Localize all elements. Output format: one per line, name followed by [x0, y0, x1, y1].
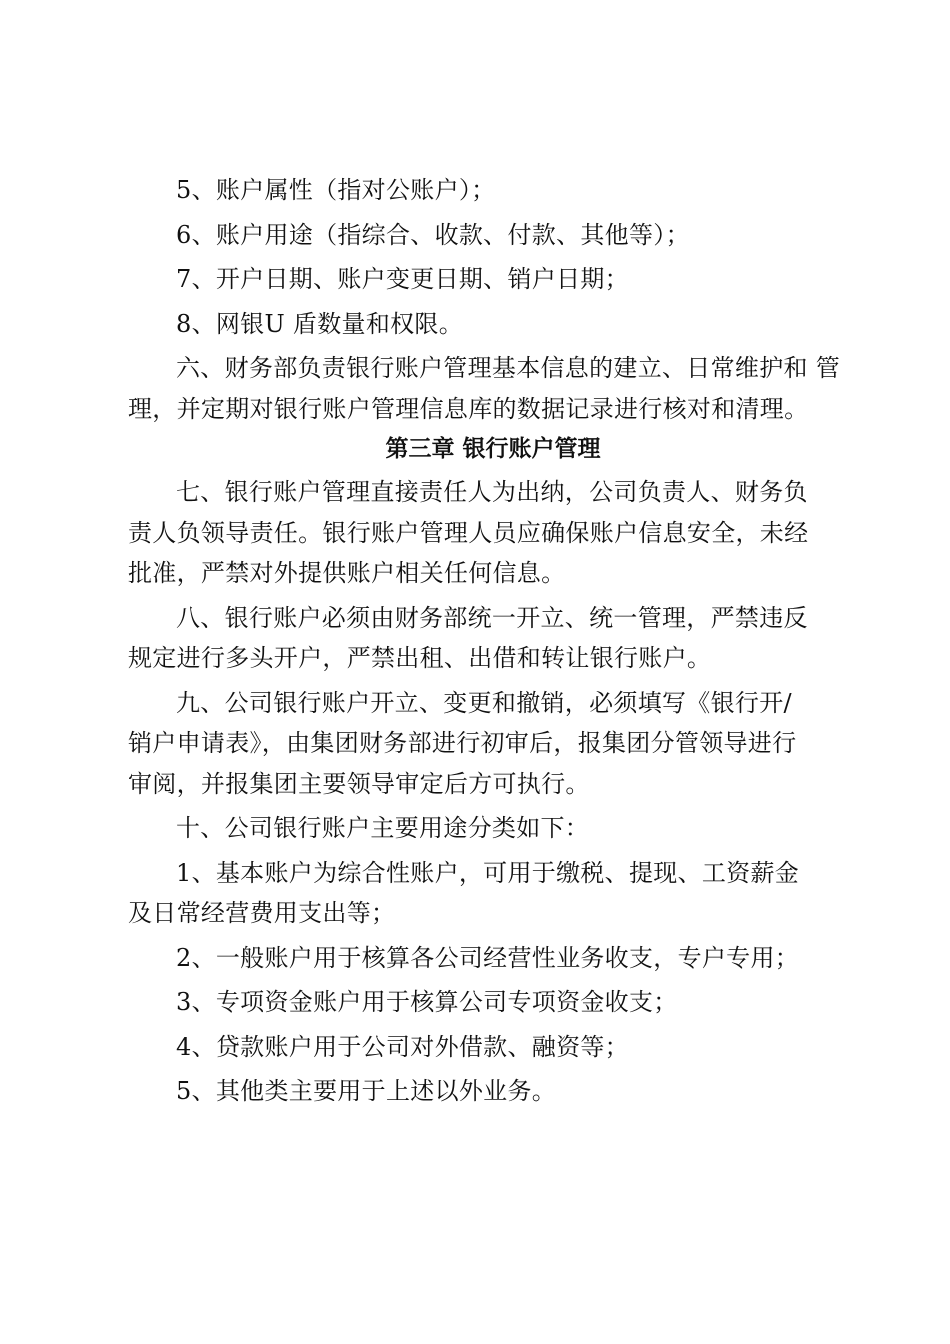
text-line: 5、账户属性（指对公账户）；	[176, 176, 496, 204]
text-line: 1、基本账户为综合性账户，可用于缴税、提现、工资薪金	[176, 858, 800, 887]
text-line: 3、专项资金账户用于核算公司专项资金收支；	[176, 988, 678, 1016]
text-line: 7、开户日期、账户变更日期、销户日期；	[176, 265, 629, 293]
text-line: 销户申请表》，由集团财务部进行初审后，报集团分管领导进行	[128, 729, 797, 757]
text-line: 5、其他类主要用于上述以外业务。	[176, 1077, 557, 1105]
text-line: 审阅，并报集团主要领导审定后方可执行。	[128, 769, 590, 798]
section-after-heading	[128, 472, 858, 1112]
text-line: 及日常经营费用支出等；	[128, 899, 396, 927]
text-line: 6、账户用途（指综合、收款、付款、其他等）；	[176, 220, 690, 249]
text-line: 2、一般账户用于核算各公司经营性业务收支，专户专用；	[176, 943, 800, 972]
text-line: 批准，严禁对外提供账户相关任何信息。	[128, 559, 566, 587]
document-body	[128, 170, 858, 1112]
text-line: 责人负领导责任。银行账户管理人员应确保账户信息安全，未经	[128, 518, 809, 547]
text-line: 九、公司银行账户开立、变更和撤销，必须填写《银行开/	[176, 688, 792, 717]
text-line: 八、银行账户必须由财务部统一开立、统一管理，严禁违反	[176, 603, 808, 632]
text-line: 七、银行账户管理直接责任人为出纳，公司负责人、财务负	[176, 478, 808, 506]
text-line: 8、网银U 盾数量和权限。	[176, 309, 464, 338]
text-line: 理，并定期对银行账户管理信息库的数据记录进行核对和清理。	[128, 394, 809, 423]
text-line: 六、财务部负责银行账户管理基本信息的建立、日常维护和 管	[176, 354, 841, 382]
chapter-heading: 第三章 银行账户管理	[385, 436, 601, 462]
text-line: 十、公司银行账户主要用途分类如下：	[176, 814, 590, 842]
text-line: 4、贷款账户用于公司对外借款、融资等；	[176, 1032, 629, 1061]
text-line: 规定进行多头开户，严禁出租、出借和转让银行账户。	[128, 644, 712, 672]
section-before-heading	[128, 170, 858, 429]
